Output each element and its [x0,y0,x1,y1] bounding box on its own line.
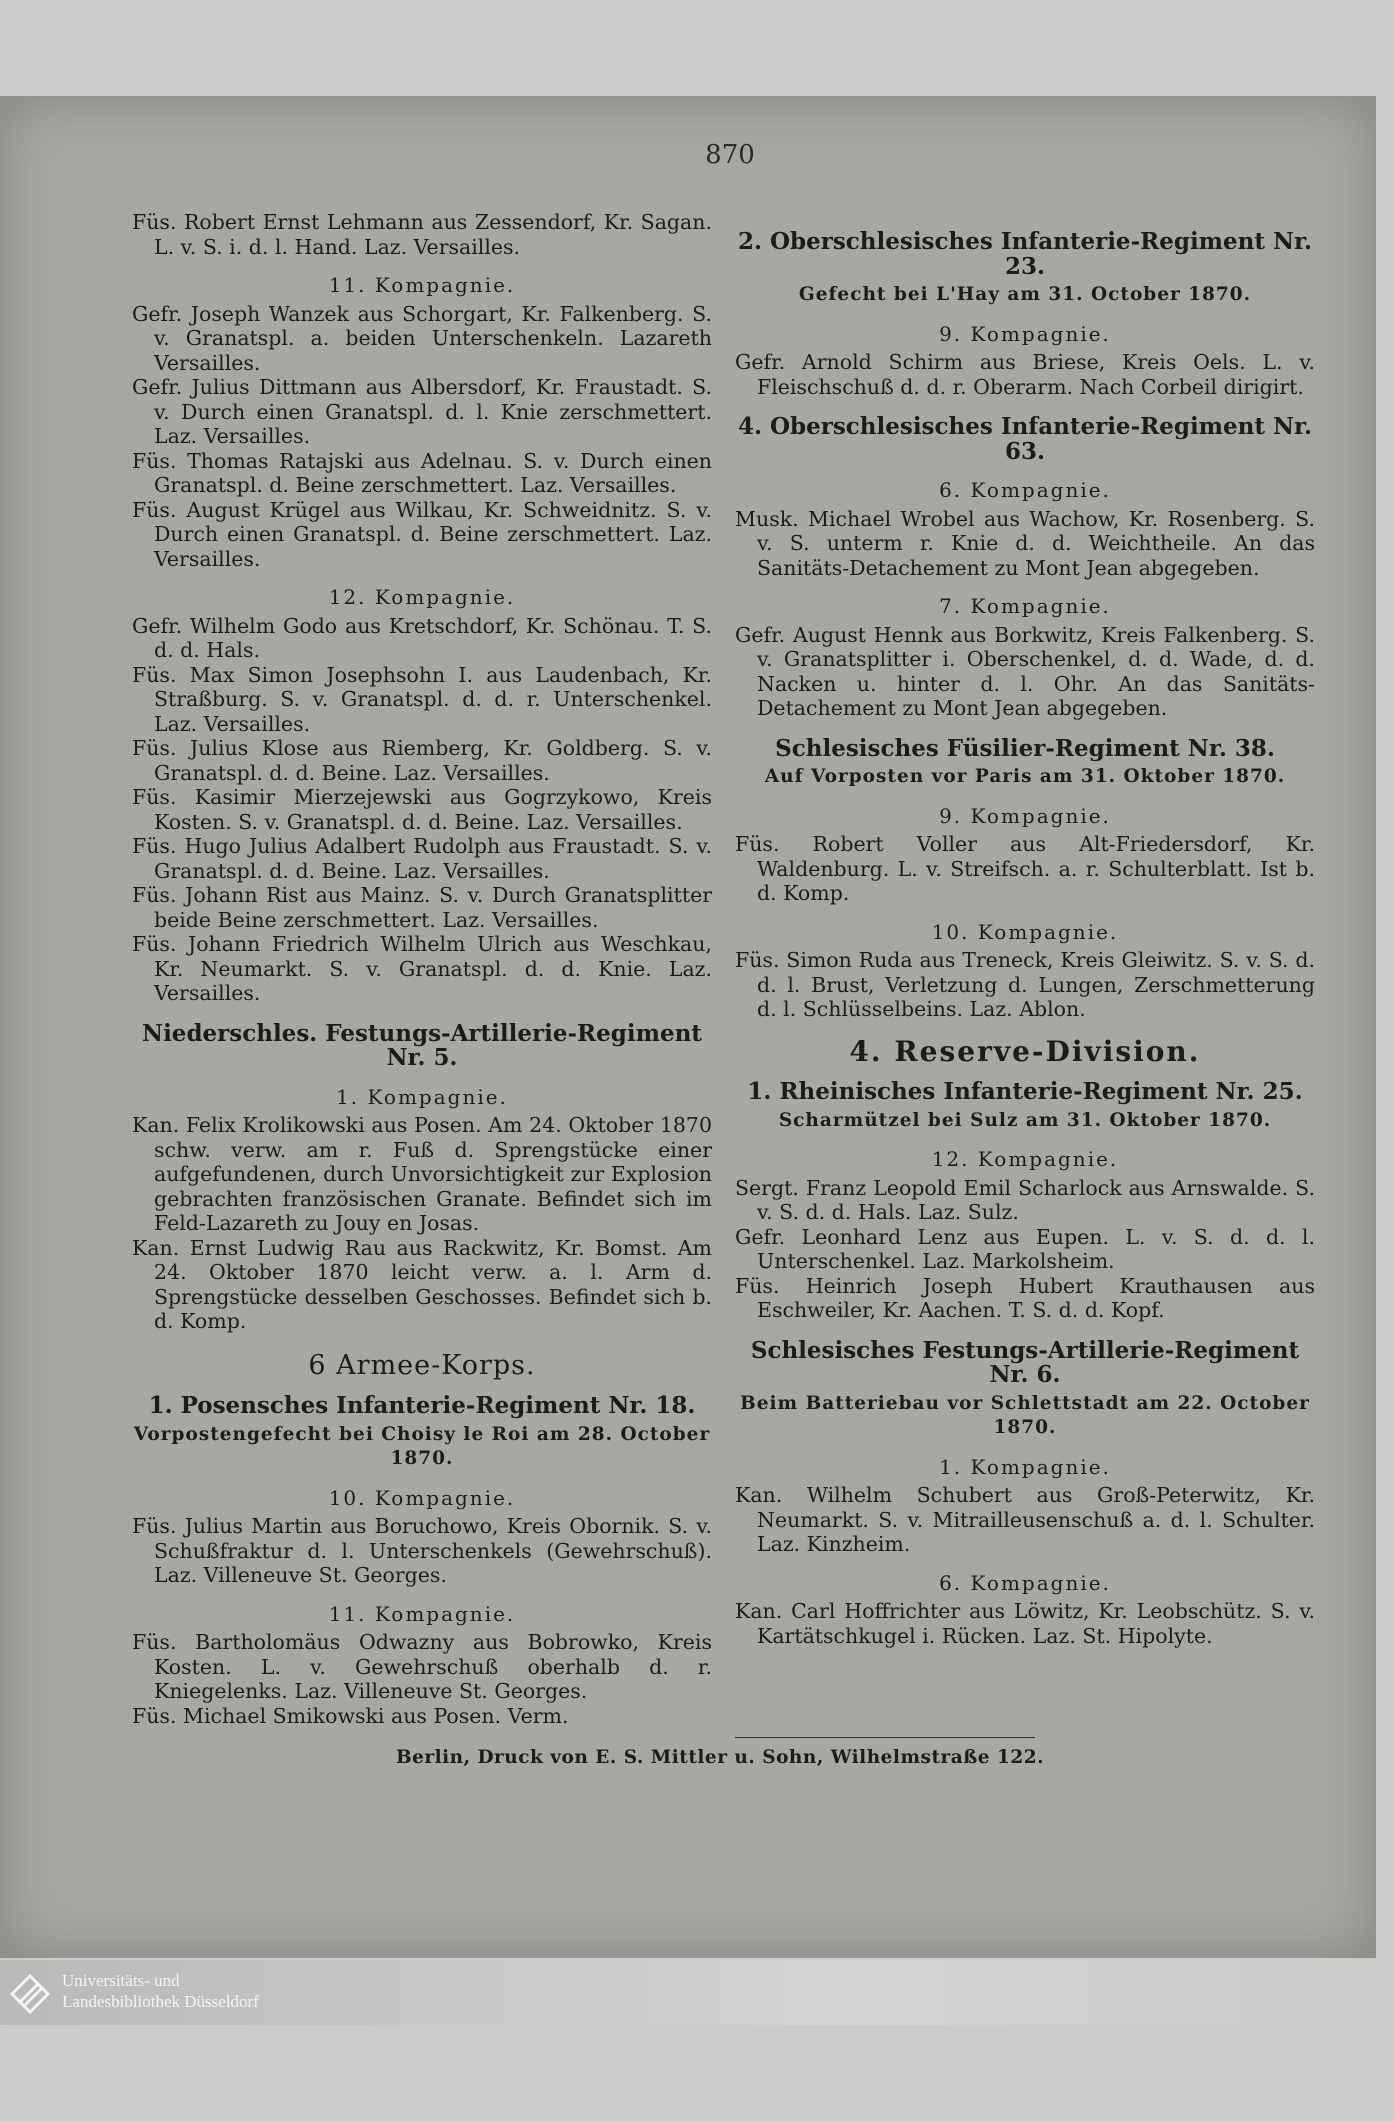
engagement-heading: Vorpostengefecht bei Choisy le Roi am 28. October 1870. [133,1423,711,1469]
army-corps-heading: 6 Armee-Korps. [308,1349,536,1381]
engagement-heading: Beim Batteriebau vor Schlettstadt am 22. October 1870. [740,1392,1310,1438]
casualty-entry: Gefr. Leonhard Lenz aus Eupen. L. v. S. d. d. l. Unterschenkel. Laz. Markolsheim. [735,1224,1315,1273]
regiment-heading: 1. Rheinisches Infanterie-Regiment Nr. 25. [747,1078,1303,1105]
casualty-entry: Kan. Carl Hoffrichter aus Löwitz, Kr. Leobschütz. S. v. Kartätschkugel i. Rücken. Laz. St. Hipolyte. [735,1599,1315,1648]
printer-imprint: Berlin, Druck von E. S. Mittler u. Sohn, Wilhelmstraße 122. [395,1747,1045,1768]
company-heading: 10. Kompagnie. [931,919,1119,944]
casualty-entry: Füs. Julius Martin aus Boruchowo, Kreis Obornik. S. v. Schußfraktur d. l. Unterschenkels (Gewehrschuß). Laz. Villeneuve St. Georges. [132,1514,712,1587]
casualty-entry: Kan. Ernst Ludwig Rau aus Rackwitz, Kr. Bomst. Am 24. Oktober 1870 leicht verw. a. l. Arm d. Sprengstücke desselben Geschosses. Befindet sich b. d. Komp. [132,1235,712,1333]
casualty-entry: Füs. Hugo Julius Adalbert Rudolph aus Fraustadt. S. v. Granatspl. d. d. Beine. Laz. Versailles. [132,834,712,883]
regiment-heading: 1. Posensches Infanterie-Regiment Nr. 18. [148,1392,696,1419]
company-heading: 10. Kompagnie. [328,1485,516,1510]
casualty-entry: Füs. Max Simon Josephsohn I. aus Laudenbach, Kr. Straßburg. S. v. Granatspl. d. d. r. Unterschenkel. Laz. Versailles. [132,662,712,736]
library-name [62,1970,259,2012]
company-heading: 6. Kompagnie. [939,478,1111,502]
casualty-entry: Gefr. Julius Dittmann aus Albersdorf, Kr. Fraustadt. S. v. Durch einen Granatspl. d. l. Knie zerschmettert. Laz. Versailles. [132,375,712,448]
left-column [132,210,712,1728]
casualty-entry: Kan. Felix Krolikowski aus Posen. Am 24. Oktober 1870 schw. verw. am r. Fuß d. Sprengstücke einer aufgefundenen, durch Unvorsichtigkeit zur Explosion gebrachten französischen Granate. Befindet sich im Feld-Lazareth zu Jouy en Josas. [132,1113,712,1235]
company-heading: 9. Kompagnie. [939,321,1111,346]
casualty-entry: Füs. Heinrich Joseph Hubert Krauthausen aus Eschweiler, Kr. Aachen. T. S. d. d. Kopf. [735,1273,1315,1322]
division-heading: 4. Reserve-Division. [849,1034,1201,1068]
regiment-heading: 2. Oberschlesisches Infanterie-Regiment Nr. 23. [737,228,1313,280]
casualty-entry: Füs. Thomas Ratajski aus Adelnau. S. v. Durch einen Granatspl. d. Beine zerschmettert. Laz. Versailles. [132,448,712,497]
library-name-line2: Landesbibliothek Düsseldorf [62,1992,259,2011]
company-heading: 12. Kompagnie. [931,1147,1119,1171]
footer-rule [735,1737,1035,1738]
casualty-entry: Füs. Johann Rist aus Mainz. S. v. Durch Granatsplitter beide Beine zerschmettert. Laz. Versailles. [132,883,712,932]
library-name-line1: Universitäts- und [62,1971,180,1990]
casualty-entry: Füs. Kasimir Mierzejewski aus Gogrzykowo, Kreis Kosten. S. v. Granatspl. d. d. Beine. Laz. Versailles. [132,785,712,834]
casualty-entry: Musk. Michael Wrobel aus Wachow, Kr. Rosenberg. S. v. S. unterm r. Knie d. d. Weichtheile. An das Sanitäts-Detachement zu Mont Jean abgegeben. [735,506,1315,580]
casualty-entry: Füs. Michael Smikowski aus Posen. Verm. [132,1703,569,1728]
page-number: 870 [705,140,755,170]
regiment-heading: Niederschles. Festungs-Artillerie-Regiment Nr. 5. [142,1019,702,1071]
regiment-heading: Schlesisches Füsilier-Regiment Nr. 38. [775,734,1275,762]
casualty-entry: Füs. Robert Ernst Lehmann aus Zessendorf, Kr. Sagan. L. v. S. i. d. l. Hand. Laz. Versailles. [132,210,712,259]
casualty-entry: Füs. August Krügel aus Wilkau, Kr. Schweidnitz. S. v. Durch einen Granatspl. d. Beine zerschmettert. Laz. Versailles. [132,497,712,571]
casualty-entry: Sergt. Franz Leopold Emil Scharlock aus Arnswalde. S. v. S. d. d. Hals. Laz. Sulz. [735,1175,1315,1224]
company-heading: 9. Kompagnie. [939,803,1111,828]
company-heading: 12. Kompagnie. [328,585,516,609]
casualty-entry: Füs. Julius Klose aus Riemberg, Kr. Goldberg. S. v. Granatspl. d. d. Beine. Laz. Versailles. [132,736,712,785]
right-column [735,210,1315,1648]
casualty-entry: Füs. Robert Voller aus Alt-Friedersdorf, Kr. Waldenburg. L. v. Streifsch. a. r. Schulterblatt. Ist b. d. Komp. [735,832,1315,905]
casualty-entry: Füs. Johann Friedrich Wilhelm Ulrich aus Weschkau, Kr. Neumarkt. S. v. Granatspl. d. d. Knie. Laz. Versailles. [132,932,712,1005]
company-heading: 7. Kompagnie. [939,594,1111,618]
company-heading: 11. Kompagnie. [328,1601,516,1626]
casualty-entry: Gefr. August Hennk aus Borkwitz, Kreis Falkenberg. S. v. Granatsplitter i. Oberschenkel, d. d. Wade, d. d. Nacken u. hinter d. l. Ohr. An das Sanitäts-Detachement zu Mont Jean abgegeben. [735,622,1315,720]
casualty-entry: Kan. Wilhelm Schubert aus Groß-Peterwitz, Kr. Neumarkt. S. v. Mitrailleusenschuß a. d. l. Schulter. Laz. Kinzheim. [735,1483,1315,1556]
engagement-heading: Gefecht bei L'Hay am 31. October 1870. [798,284,1252,305]
library-logo-icon [8,1972,52,2016]
casualty-entry: Füs. Bartholomäus Odwazny aus Bobrowko, Kreis Kosten. L. v. Gewehrschuß oberhalb d. r. Kniegelenks. Laz. Villeneuve St. Georges. [132,1630,712,1703]
casualty-entry: Gefr. Arnold Schirm aus Briese, Kreis Oels. L. v. Fleischschuß d. d. r. Oberarm. Nach Corbeil dirigirt. [735,350,1315,399]
casualty-entry: Gefr. Joseph Wanzek aus Schorgart, Kr. Falkenberg. S. v. Granatspl. a. beiden Unterschenkeln. Lazareth Versailles. [132,301,712,375]
regiment-heading: 4. Oberschlesisches Infanterie-Regiment Nr. 63. [737,413,1313,465]
casualty-entry: Füs. Simon Ruda aus Treneck, Kreis Gleiwitz. S. v. S. d. d. l. Brust, Verletzung d. Lungen, Zerschmetterung d. l. Schlüsselbeins. Laz. Ablon. [735,948,1315,1021]
company-heading: 6. Kompagnie. [939,1570,1111,1595]
engagement-heading: Auf Vorposten vor Paris am 31. Oktober 1870. [764,766,1286,787]
regiment-heading: Schlesisches Festungs-Artillerie-Regiment Nr. 6. [750,1336,1300,1388]
casualty-entry: Gefr. Wilhelm Godo aus Kretschdorf, Kr. Schönau. T. S. d. d. Hals. [132,613,712,662]
company-heading: 1. Kompagnie. [336,1084,508,1109]
company-heading: 11. Kompagnie. [328,273,516,297]
engagement-heading: Scharmützel bei Sulz am 31. Oktober 1870. [778,1109,1272,1131]
company-heading: 1. Kompagnie. [939,1454,1111,1479]
